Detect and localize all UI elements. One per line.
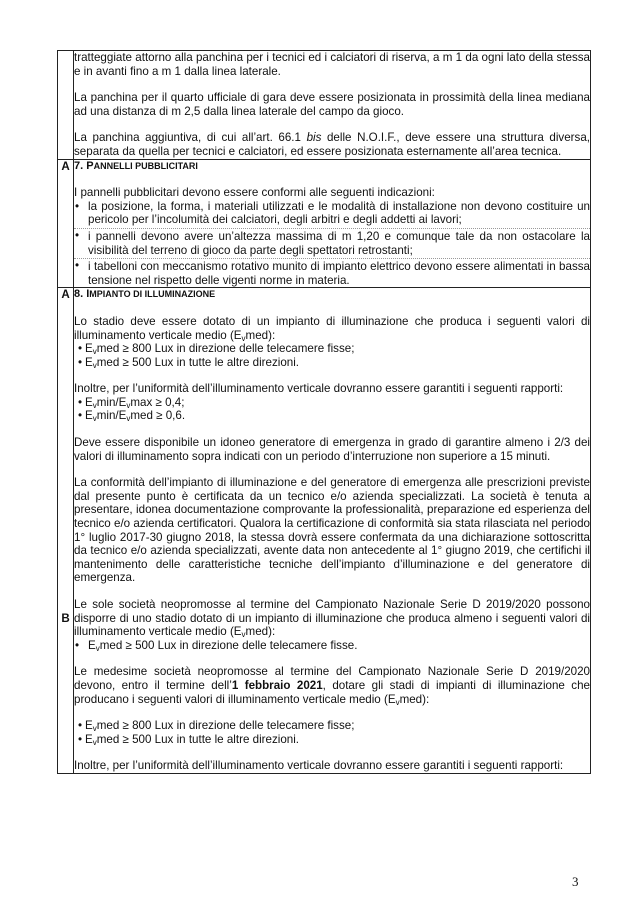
paragraph (74, 598, 590, 639)
heading-title: MPIANTO DI ILLUMINAZIONE (89, 289, 216, 300)
bullet-icon: • (78, 342, 83, 356)
text-run: Lo stadio deve essere dotato di un impianto di illuminazione che produca i seguenti valori di illuminamento verticale medio (E (74, 314, 590, 342)
bullet-list (74, 639, 590, 653)
subscript: v (92, 737, 97, 747)
text-run: Le medesime società neopromosse al termine del Campionato Nazionale Serie D 2019/2020 devono, entro il termine dell’ (74, 665, 590, 692)
text-run: med ≥ 500 Lux in direzione delle telecamere fisse. (99, 638, 358, 652)
text-run: max ≥ 0,4; (130, 395, 185, 409)
paragraph: tratteggiate attorno alla panchina per i tecnici ed i calciatori di riserva, a m 1 da ogni lato della stessa e in avanti fino a m 1 dalla linea laterale. (74, 51, 590, 78)
text-run: med): (399, 692, 430, 706)
row-content (74, 288, 591, 774)
text-run: min/E (96, 409, 127, 423)
row-label-cell (58, 288, 74, 774)
text-run: med ≥ 500 Lux in tutte le altre direzioni. (96, 355, 300, 369)
subscript: v (126, 414, 131, 424)
bullet-list (74, 342, 590, 369)
table-row (58, 288, 591, 774)
bullet-icon: • (75, 228, 80, 242)
bullet-icon: • (78, 409, 83, 423)
paragraph (74, 131, 590, 158)
bullet-icon: • (78, 719, 83, 733)
italic-text: bis (306, 131, 322, 145)
list-item (74, 639, 590, 653)
text-run: med ≥ 800 Lux in direzione delle telecamere fisse; (96, 342, 355, 356)
paragraph (74, 315, 590, 342)
subscript: v (241, 630, 246, 640)
text-run: E (85, 409, 93, 423)
subscript: v (92, 414, 97, 424)
list-item (74, 409, 590, 423)
list-item (74, 356, 590, 370)
text-run: E (85, 342, 93, 356)
list-item-text: i tabelloni con meccanismo rotativo munito di impianto elettrico devono essere alimentati in bassa tensione nel rispetto delle vigenti norme in materia. (88, 260, 590, 287)
list-item (74, 258, 590, 287)
text-run: La panchina aggiuntiva, di cui all’art. 66.1 (74, 131, 307, 145)
bullet-list (74, 200, 590, 288)
row-label: A (58, 159, 74, 288)
subscript: v (92, 400, 97, 410)
text-run: med ≥ 0,6. (130, 409, 186, 423)
paragraph: La conformità dell’impianto di illuminazione e del generatore di emergenza alle prescrizioni previste dal presente punto è certificata da un tecnico e/o azienda specializzati. La società è tenuta a presentare, idonea documentazione comprovante la professionalità, preparazione ed esperienza del tecnico e/o azienda certificatori. Qualora la certificazione di conformità sia stata rilasciata nel periodo 1° luglio 2017-30 giugno 2018, la stessa dovrà essere confermata da una dichiarazione sottoscritta da tecnico e/o azienda specializzati, avente data non antecedente al 1° giugno 2019, che certifichi il mantenimento delle caratteristiche tecniche dell’impianto d’illuminazione e del generatore di emergenza. (74, 476, 590, 585)
text-run: E (85, 732, 93, 746)
text-run: E (85, 395, 93, 409)
list-item (74, 719, 590, 733)
subscript: v (92, 360, 97, 370)
text-run: E (88, 638, 96, 652)
subscript: v (395, 697, 400, 707)
section-heading (74, 160, 590, 174)
paragraph: Inoltre, per l’uniformità dell’illuminamento verticale dovranno essere garantiti i seguenti rapporti: (74, 382, 564, 396)
text-run: med ≥ 500 Lux in tutte le altre direzioni. (96, 732, 300, 746)
subscript: v (241, 333, 246, 343)
text-run: Le sole società neopromosse al termine del Campionato Nazionale Serie D 2019/2020 possono disporre di uno stadio dotato di un impianto di illuminazione che produca almeno i seguenti valori di illuminamento verticale medio (E (74, 598, 590, 639)
text-run: med ≥ 800 Lux in direzione delle telecamere fisse; (96, 719, 355, 733)
row-content (74, 51, 591, 160)
section-heading (74, 288, 590, 302)
subscript: v (92, 347, 97, 357)
text-run: E (85, 719, 93, 733)
paragraph: I pannelli pubblicitari devono essere conformi alle seguenti indicazioni: (74, 186, 435, 200)
text-run: med): (245, 625, 276, 639)
row-label-empty (58, 51, 74, 160)
regulation-table (57, 50, 591, 774)
paragraph: Inoltre, per l’uniformità dell’illuminamento verticale dovranno essere garantiti i seguenti rapporti: (74, 759, 564, 773)
row-label: B (61, 612, 70, 626)
paragraph: Deve essere disponibile un idoneo generatore di emergenza in grado di garantire almeno i 2/3 dei valori di illuminamento sopra indicati con un periodo d’interruzione non superiore a 15 minuti. (74, 436, 590, 463)
bullet-icon: • (75, 199, 80, 213)
table-row (58, 159, 591, 288)
list-item (74, 342, 590, 356)
bullet-icon: • (75, 638, 80, 652)
subscript: v (92, 724, 97, 734)
bullet-icon: • (75, 259, 80, 273)
bullet-icon: • (78, 395, 83, 409)
list-item-text: i pannelli devono avere un’altezza massima di m 1,20 e comunque tale da non ostacolare la visibilità del terreno di gioco da parte degli spettatori retrostanti; (88, 229, 590, 257)
list-item-text: la posizione, la forma, i materiali utilizzati e le modalità di installazione non devono costituire un pericolo per l’incolumità dei calciatori, degli arbitri e degli addetti ai lavori; (88, 199, 590, 227)
text-run: med): (245, 328, 276, 342)
heading-number: 8. I (74, 288, 90, 301)
subscript: v (126, 400, 131, 410)
text-run: E (85, 355, 93, 369)
heading-title: ANNELLI PUBBLICITARI (93, 160, 198, 171)
bullet-list (74, 396, 590, 423)
row-label: A (61, 288, 70, 302)
heading-number: 7. P (74, 159, 94, 172)
text-run: min/E (96, 395, 127, 409)
bullet-icon: • (78, 732, 83, 746)
bullet-icon: • (78, 355, 83, 369)
paragraph (74, 665, 590, 706)
bullet-list (74, 719, 590, 746)
table-row (58, 51, 591, 160)
list-item (74, 200, 590, 227)
subscript: v (95, 643, 100, 653)
text-run: delle N.O.I.F., deve essere una struttura diversa, separata da quella per tecnici e calciatori, ed essere posizionata esternamente all’area tecnica. (74, 131, 590, 158)
page-number: 3 (572, 874, 579, 889)
paragraph: La panchina per il quarto ufficiale di gara deve essere posizionata in prossimità della linea mediana ad una distanza di m 2,5 dalla linea laterale del campo da gioco. (74, 91, 590, 118)
bold-date: 1 febbraio 2021 (231, 678, 323, 692)
list-item (74, 733, 590, 747)
list-item (74, 228, 590, 257)
list-item (74, 396, 590, 410)
text-run: , dotare gli stadi di impianti di illuminazione che producano i seguenti valori di illuminamento verticale medio (E (74, 678, 590, 706)
row-content (74, 159, 591, 288)
